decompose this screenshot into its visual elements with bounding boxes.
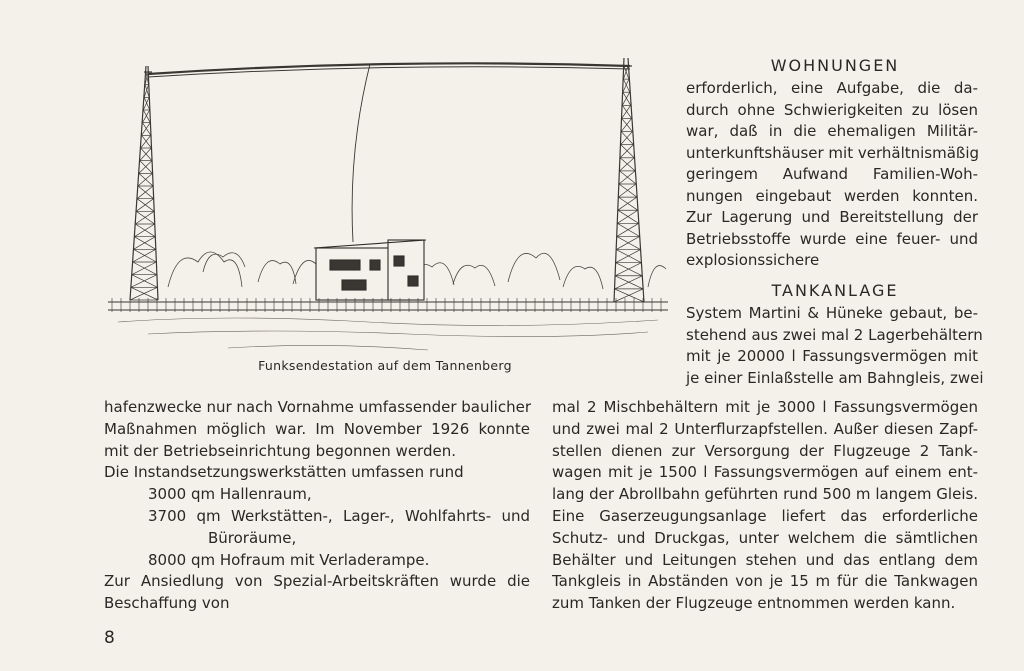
text-line: Maßnahmen möglich war. Im November 1926 konnte — [104, 419, 530, 438]
heading-tankanlage: TANKANLAGE — [771, 281, 899, 300]
text-line: Schutz- und Druckgas, unter welchem die sämtlichen — [552, 528, 978, 547]
text-line: Betriebsstoffe wurde eine feuer- und — [686, 229, 978, 248]
text-line: 8000 qm Hofraum mit Verladerampe. — [148, 550, 430, 569]
text-line: je einer Einlaßstelle am Bahngleis, zwei — [686, 368, 984, 387]
text-line: Zur Lagerung und Bereitstellung der — [686, 208, 978, 226]
text-line: durch ohne Schwierigkeiten zu lösen — [686, 100, 978, 119]
text-line: 3700 qm Werkstätten-, Lager-, Wohlfahrts- und — [148, 506, 530, 525]
text-line: Die Instandsetzungswerkstätten umfassen rund — [104, 463, 464, 482]
heading-wohnungen: WOHNUNGEN — [770, 56, 900, 75]
left-column-text — [104, 397, 530, 615]
left-mast — [130, 66, 158, 300]
page-number: 8 — [104, 628, 115, 648]
text-line: hafenzwecke nur nach Vornahme umfassender baulicher — [104, 398, 531, 416]
text-line: Behälter und Leitungen stehen und das entlang dem — [552, 550, 978, 569]
text-line: und zwei mal 2 Unterflurzapfstellen. Außer diesen Zapf- — [552, 419, 978, 438]
text-line: stehend aus zwei mal 2 Lagerbehältern — [686, 325, 983, 344]
text-line: explosionssichere — [686, 251, 820, 269]
text-line: geringem Aufwand Familien-Woh- — [686, 165, 978, 183]
right-mast — [614, 58, 644, 302]
text-line: nungen eingebaut werden konnten. — [686, 186, 978, 205]
bottom-right-column-text — [552, 397, 978, 615]
text-line: Eine Gaserzeugungsanlage liefert das erforderliche — [552, 506, 978, 525]
text-line: zum Tanken der Flugzeuge entnommen werden kann. — [552, 594, 956, 613]
text-line: stellen dienen zur Versorgung der Flugzeuge 2 Tank- — [552, 441, 978, 460]
text-line: wagen mit je 1500 l Fassungsvermögen auf einem ent- — [552, 463, 978, 482]
text-line: erforderlich, eine Aufgabe, die da- — [686, 79, 978, 97]
text-line: System Martini & Hüneke gebaut, be- — [686, 304, 978, 322]
text-line: mal 2 Mischbehältern mit je 3000 l Fassungsvermögen — [552, 398, 978, 416]
text-line: war, daß in die ehemaligen Militär- — [686, 122, 978, 140]
right-column-text-2 — [686, 303, 984, 389]
text-line: unterkunftshäuser mit verhältnismäßig — [686, 143, 980, 162]
text-line: mit je 20000 l Fassungsvermögen mit — [686, 347, 978, 365]
text-line: Beschaffung von — [104, 594, 230, 613]
text-line: Zur Ansiedlung von Spezial-Arbeitskräften wurde die — [104, 572, 530, 591]
text-line: lang der Abrollbahn geführten rund 500 m langem Gleis. — [552, 485, 979, 504]
text-line: Tankgleis in Abständen von je 15 m für die Tankwagen — [552, 572, 978, 591]
right-column-text-1 — [686, 78, 978, 272]
text-line: Büroräume, — [208, 528, 297, 547]
radio-station-illustration — [108, 52, 668, 358]
figure-caption: Funksendestation auf dem Tannenberg — [258, 358, 512, 373]
text-line: mit der Betriebseinrichtung begonnen werden. — [104, 441, 456, 460]
text-line: 3000 qm Hallenraum, — [148, 485, 312, 504]
